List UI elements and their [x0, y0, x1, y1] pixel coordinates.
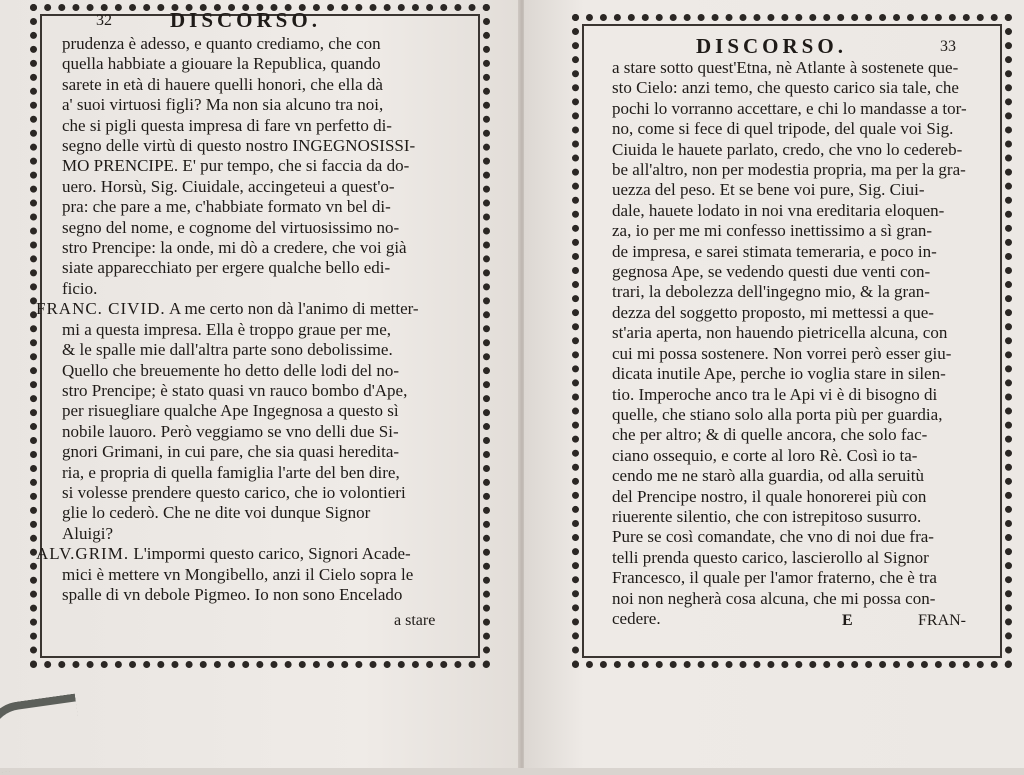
- text-line: uero. Horsù, Sig. Ciuidale, accingeteui a quest'o-: [62, 176, 395, 196]
- text-line: MO PRENCIPE. E' pur tempo, che si faccia da do-: [62, 156, 410, 176]
- text-line: a' suoi virtuosi figli? Ma non sia alcuno tra noi,: [62, 95, 384, 115]
- right-page-header: DISCORSO.: [696, 34, 847, 58]
- text-line: sto Cielo: anzi temo, che questo carico sia tale, che: [612, 78, 959, 98]
- left-page-text: [36, 34, 462, 605]
- text-line: Pure se così comandate, che vno di noi due fra-: [612, 527, 934, 547]
- text-line: si volesse prendere questo carico, che io volontieri: [62, 482, 406, 502]
- text-line: gegnosa Ape, se vedendo questi due venti con-: [612, 262, 931, 282]
- text-line: segno delle virtù di questo nostro INGEGNOSISSI-: [62, 136, 416, 156]
- text-line: noi non negherà cosa alcuna, che mi possa con-: [612, 588, 936, 608]
- text-line: telli prenda questo carico, lascierollo al Signor: [612, 547, 929, 567]
- text-line: pra: che pare a me, c'habbiate formato vn bel di-: [62, 197, 391, 217]
- speaker-label: FRANC. CIVID.: [36, 299, 166, 319]
- text-line: dezza del soggetto proposto, mi mettessi a que-: [612, 302, 934, 322]
- text-line: quelle, che stiano solo alla porta più per guardia,: [612, 404, 943, 424]
- text-line: dicata inutile Ape, perche io voglia stare in silen-: [612, 364, 946, 384]
- text-line: prudenza è adesso, e quanto crediamo, che con: [62, 34, 381, 53]
- speech-franc-civid: [36, 299, 462, 319]
- left-catchword: a stare: [394, 612, 436, 629]
- text-line: che per altro; & di quelle ancora, che solo fac-: [612, 425, 928, 445]
- text-line: stro Prencipe; è stato quasi vn rauco bombo d'Ape,: [62, 380, 408, 400]
- text-line: ciano ossequio, e corte al loro Rè. Così io ta-: [612, 445, 918, 465]
- text-line: no, come si fece di quel tripode, del quale voi Sig.: [612, 119, 954, 139]
- text-line: cedere.: [612, 608, 661, 628]
- right-signature-mark: E: [842, 612, 853, 629]
- right-page-text: [612, 58, 984, 629]
- text-line: ficio.: [62, 278, 98, 298]
- text-line: sarete in età di hauere quelli honori, che ella dà: [62, 74, 383, 94]
- text-line: dale, hauete lodato in noi vna ereditaria eloquen-: [612, 200, 945, 220]
- text-line: st'aria aperta, non hauendo pietricella alcuna, con: [612, 323, 948, 343]
- speech-line: A me certo non dà l'animo di metter-: [168, 299, 419, 319]
- text-line: uezza del peso. Et se bene voi pure, Sig. Ciui-: [612, 180, 925, 200]
- text-line: che si pigli questa impresa di fare vn perfetto di-: [62, 115, 392, 135]
- text-line: del Prencipe nostro, il quale honorerei più con: [612, 486, 927, 506]
- text-line: quella habbiate a giouare la Republica, quando: [62, 54, 381, 74]
- text-line: za, io per me mi confesso inettissimo a sì gran-: [612, 221, 933, 241]
- text-line: segno del nome, e cognome del virtuosissimo no-: [62, 217, 400, 237]
- text-line: mi a questa impresa. Ella è troppo graue per me,: [62, 319, 392, 339]
- text-line: nobile lauoro. Però veggiamo se vno delli due Si-: [62, 421, 399, 441]
- speech-line: L'impormi questo carico, Signori Acade-: [133, 544, 411, 564]
- text-line: cui mi possa sostenere. Non vorrei però esser giu-: [612, 343, 952, 363]
- ribbon-bookmark: [0, 694, 84, 775]
- text-line: gnori Grimani, in cui pare, che sia quasi heredita-: [62, 442, 400, 462]
- speaker-label: ALV.GRIM.: [36, 544, 130, 564]
- text-line: Ciuida le hauete parlato, credo, che vno lo cedereb-: [612, 139, 963, 159]
- text-line: de impresa, e sarei stimata temeraria, e poco in-: [612, 241, 937, 261]
- right-catchword: FRAN-: [918, 612, 967, 629]
- text-line: glie lo cederò. Che ne dite voi dunque Signor: [62, 503, 371, 523]
- text-line: be all'altro, non per modestia propria, ma per la gra-: [612, 160, 966, 180]
- text-line: ria, e propria di quella famiglia l'arte del ben dire,: [62, 462, 400, 482]
- text-line: riuerente silentio, che con istrepitoso susurro.: [612, 506, 922, 526]
- text-line: tio. Imperoche anco tra le Api vi è di bisogno di: [612, 384, 938, 404]
- text-line: mici è mettere vn Mongibello, anzi il Cielo sopra le: [62, 564, 414, 584]
- text-line: siate apparecchiato per ergere qualche bello edi-: [62, 258, 391, 278]
- text-line: trari, la debolezza dell'ingegno mio, & la gran-: [612, 282, 930, 302]
- text-line: a stare sotto quest'Etna, nè Atlante à sostenete que-: [612, 58, 959, 77]
- text-line: stro Prencipe: la onde, mi dò a credere, che voi già: [62, 238, 407, 258]
- speech-alv-grim: [36, 544, 462, 564]
- text-line: Francesco, il quale per l'amor fraterno, che è tra: [612, 568, 937, 588]
- text-line: Aluigi?: [62, 523, 113, 543]
- left-page-number: 32: [96, 12, 112, 29]
- right-page-number: 33: [940, 38, 956, 55]
- text-line: pochi lo vorranno accettare, e chi lo mandasse a tor-: [612, 98, 967, 118]
- left-page-header: DISCORSO.: [170, 8, 321, 32]
- text-line: cendo me ne starò alla guardia, od alla seruitù: [612, 466, 925, 486]
- text-line: & le spalle mie dall'altra parte sono debolissime.: [62, 340, 393, 360]
- text-line: Quello che breuemente ho detto delle lodi del no-: [62, 360, 400, 380]
- text-line: per risuegliare qualche Ape Ingegnosa a questo sì: [62, 401, 399, 421]
- text-line: spalle di vn debole Pigmeo. Io non sono Encelado: [62, 584, 403, 604]
